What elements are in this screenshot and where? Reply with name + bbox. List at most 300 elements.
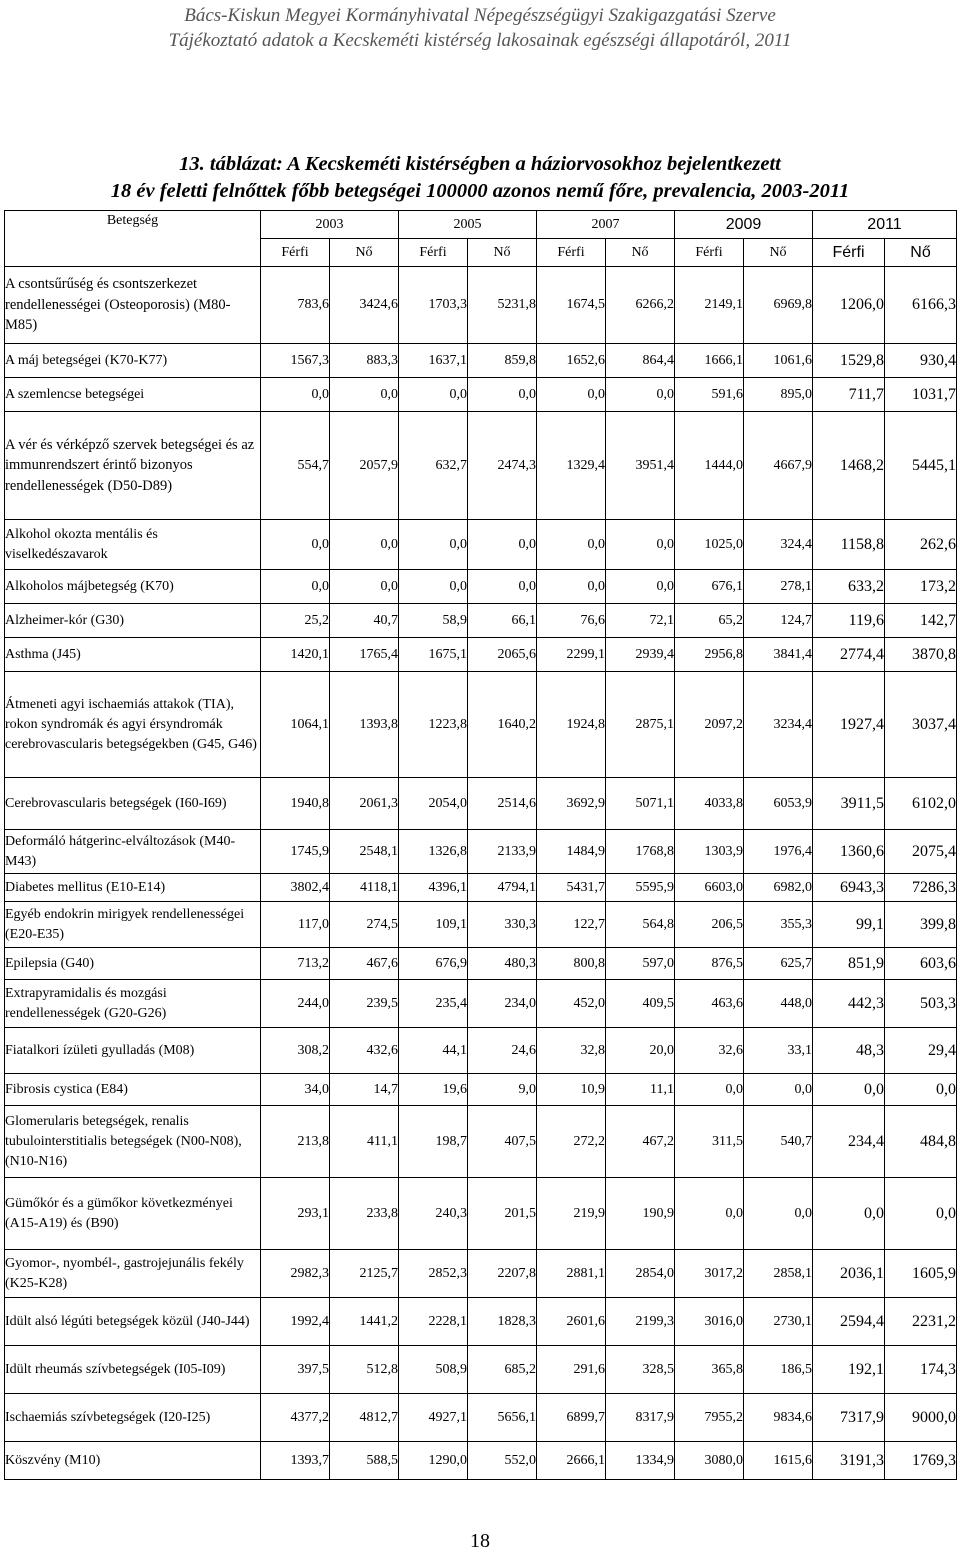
value-cell: 452,0 <box>537 980 606 1028</box>
value-cell: 2061,3 <box>330 778 399 830</box>
value-cell: 2774,4 <box>813 638 885 672</box>
header-institution: Bács-Kiskun Megyei Kormányhivatal Népegészségügyi Szakigazgatási Szerve <box>184 5 776 26</box>
value-cell: 711,7 <box>813 378 885 412</box>
sex-header: Férfi <box>675 239 744 267</box>
value-cell: 0,0 <box>261 378 330 412</box>
value-cell: 235,4 <box>399 980 468 1028</box>
table-row <box>5 1028 957 1074</box>
value-cell: 6969,8 <box>744 267 813 344</box>
value-cell: 142,7 <box>885 604 957 638</box>
value-cell: 632,7 <box>399 412 468 520</box>
value-cell: 1745,9 <box>261 830 330 874</box>
value-cell: 448,0 <box>744 980 813 1028</box>
value-cell: 564,8 <box>606 902 675 948</box>
value-cell: 6603,0 <box>675 874 744 902</box>
year-header: 2003 <box>261 211 399 239</box>
value-cell: 0,0 <box>813 1074 885 1106</box>
value-cell: 3037,4 <box>885 672 957 778</box>
value-cell: 4033,8 <box>675 778 744 830</box>
sex-header: Nő <box>606 239 675 267</box>
value-cell: 365,8 <box>675 1346 744 1394</box>
table-row <box>5 267 957 344</box>
disease-name-cell: Alzheimer-kór (G30) <box>5 604 261 638</box>
year-header: 2007 <box>537 211 675 239</box>
value-cell: 2666,1 <box>537 1442 606 1480</box>
value-cell: 6053,9 <box>744 778 813 830</box>
value-cell: 1927,4 <box>813 672 885 778</box>
value-cell: 2199,3 <box>606 1298 675 1346</box>
value-cell: 588,5 <box>330 1442 399 1480</box>
value-cell: 3841,4 <box>744 638 813 672</box>
value-cell: 2299,1 <box>537 638 606 672</box>
value-cell: 603,6 <box>885 948 957 980</box>
value-cell: 274,5 <box>330 902 399 948</box>
value-cell: 262,6 <box>885 520 957 570</box>
disease-name-cell: Diabetes mellitus (E10-E14) <box>5 874 261 902</box>
value-cell: 2097,2 <box>675 672 744 778</box>
value-cell: 278,1 <box>744 570 813 604</box>
value-cell: 99,1 <box>813 902 885 948</box>
value-cell: 0,0 <box>399 520 468 570</box>
disease-name-cell: A máj betegségei (K70-K77) <box>5 344 261 378</box>
value-cell: 1025,0 <box>675 520 744 570</box>
value-cell: 1529,8 <box>813 344 885 378</box>
value-cell: 5445,1 <box>885 412 957 520</box>
value-cell: 3870,8 <box>885 638 957 672</box>
value-cell: 66,1 <box>468 604 537 638</box>
value-cell: 1666,1 <box>675 344 744 378</box>
disease-name-cell: Epilepsia (G40) <box>5 948 261 980</box>
value-cell: 552,0 <box>468 1442 537 1480</box>
disease-name-cell: Átmeneti agyi ischaemiás attakok (TIA), rokon syndromák és agyi érsyndromák cerebrovascularis betegségekben (G45, G46) <box>5 672 261 778</box>
value-cell: 1940,8 <box>261 778 330 830</box>
prevalence-table <box>4 210 957 1480</box>
value-cell: 503,3 <box>885 980 957 1028</box>
value-cell: 0,0 <box>606 570 675 604</box>
value-cell: 7317,9 <box>813 1394 885 1442</box>
value-cell: 407,5 <box>468 1106 537 1178</box>
value-cell: 2149,1 <box>675 267 744 344</box>
value-cell: 2854,0 <box>606 1250 675 1298</box>
table-row <box>5 902 957 948</box>
value-cell: 2036,1 <box>813 1250 885 1298</box>
value-cell: 109,1 <box>399 902 468 948</box>
value-cell: 244,0 <box>261 980 330 1028</box>
value-cell: 0,0 <box>330 520 399 570</box>
value-cell: 4377,2 <box>261 1394 330 1442</box>
table-row <box>5 948 957 980</box>
value-cell: 1468,2 <box>813 412 885 520</box>
value-cell: 1992,4 <box>261 1298 330 1346</box>
value-cell: 20,0 <box>606 1028 675 1074</box>
value-cell: 2858,1 <box>744 1250 813 1298</box>
value-cell: 33,1 <box>744 1028 813 1074</box>
value-cell: 1769,3 <box>885 1442 957 1480</box>
value-cell: 239,5 <box>330 980 399 1028</box>
disease-name-cell: Idült alsó légúti betegségek közül (J40-J44) <box>5 1298 261 1346</box>
disease-column-header: Betegség <box>5 211 261 267</box>
value-cell: 234,4 <box>813 1106 885 1178</box>
value-cell: 4927,1 <box>399 1394 468 1442</box>
table-row <box>5 1442 957 1480</box>
value-cell: 0,0 <box>606 378 675 412</box>
value-cell: 34,0 <box>261 1074 330 1106</box>
value-cell: 484,8 <box>885 1106 957 1178</box>
value-cell: 0,0 <box>330 378 399 412</box>
year-header-row <box>5 211 957 239</box>
value-cell: 1674,5 <box>537 267 606 344</box>
disease-name-cell: Glomerularis betegségek, renalis tubulointerstitialis betegségek (N00-N08), (N10-N16) <box>5 1106 261 1178</box>
value-cell: 2956,8 <box>675 638 744 672</box>
value-cell: 122,7 <box>537 902 606 948</box>
value-cell: 508,9 <box>399 1346 468 1394</box>
value-cell: 3802,4 <box>261 874 330 902</box>
value-cell: 4667,9 <box>744 412 813 520</box>
value-cell: 0,0 <box>813 1178 885 1250</box>
sex-header: Férfi <box>537 239 606 267</box>
value-cell: 1768,8 <box>606 830 675 874</box>
value-cell: 883,3 <box>330 344 399 378</box>
value-cell: 2125,7 <box>330 1250 399 1298</box>
value-cell: 32,8 <box>537 1028 606 1074</box>
value-cell: 0,0 <box>261 520 330 570</box>
value-cell: 2207,8 <box>468 1250 537 1298</box>
table-row <box>5 344 957 378</box>
value-cell: 8317,9 <box>606 1394 675 1442</box>
disease-name-cell: Asthma (J45) <box>5 638 261 672</box>
value-cell: 554,7 <box>261 412 330 520</box>
value-cell: 9834,6 <box>744 1394 813 1442</box>
sex-header: Nő <box>330 239 399 267</box>
disease-name-cell: Alkohol okozta mentális és viselkedészavarok <box>5 520 261 570</box>
value-cell: 1637,1 <box>399 344 468 378</box>
value-cell: 1303,9 <box>675 830 744 874</box>
value-cell: 442,3 <box>813 980 885 1028</box>
value-cell: 76,6 <box>537 604 606 638</box>
value-cell: 5431,7 <box>537 874 606 902</box>
disease-name-cell: Fiatalkori ízületi gyulladás (M08) <box>5 1028 261 1074</box>
value-cell: 9000,0 <box>885 1394 957 1442</box>
value-cell: 2875,1 <box>606 672 675 778</box>
table-row <box>5 980 957 1028</box>
value-cell: 4794,1 <box>468 874 537 902</box>
table-title-line2: 18 év feletti felnőttek főbb betegségei 100000 azonos nemű főre, prevalencia, 2003-2011 <box>110 180 850 202</box>
value-cell: 685,2 <box>468 1346 537 1394</box>
value-cell: 0,0 <box>330 570 399 604</box>
value-cell: 633,2 <box>813 570 885 604</box>
value-cell: 14,7 <box>330 1074 399 1106</box>
value-cell: 0,0 <box>468 520 537 570</box>
value-cell: 3016,0 <box>675 1298 744 1346</box>
value-cell: 2231,2 <box>885 1298 957 1346</box>
value-cell: 173,2 <box>885 570 957 604</box>
table-row <box>5 874 957 902</box>
value-cell: 234,0 <box>468 980 537 1028</box>
value-cell: 0,0 <box>885 1178 957 1250</box>
value-cell: 117,0 <box>261 902 330 948</box>
sex-header: Férfi <box>399 239 468 267</box>
value-cell: 0,0 <box>261 570 330 604</box>
value-cell: 186,5 <box>744 1346 813 1394</box>
table-title-line1: 13. táblázat: A Kecskeméti kistérségben a háziorvosokhoz bejelentkezett <box>179 153 781 175</box>
sex-header: Nő <box>885 239 957 267</box>
value-cell: 2982,3 <box>261 1250 330 1298</box>
value-cell: 0,0 <box>885 1074 957 1106</box>
value-cell: 1290,0 <box>399 1442 468 1480</box>
value-cell: 1828,3 <box>468 1298 537 1346</box>
disease-name-cell: A szemlencse betegségei <box>5 378 261 412</box>
value-cell: 25,2 <box>261 604 330 638</box>
disease-name-cell: Gümőkór és a gümőkor következményei (A15-A19) és (B90) <box>5 1178 261 1250</box>
value-cell: 1703,3 <box>399 267 468 344</box>
value-cell: 2228,1 <box>399 1298 468 1346</box>
value-cell: 3951,4 <box>606 412 675 520</box>
value-cell: 0,0 <box>675 1074 744 1106</box>
value-cell: 1444,0 <box>675 412 744 520</box>
value-cell: 1031,7 <box>885 378 957 412</box>
value-cell: 213,8 <box>261 1106 330 1178</box>
value-cell: 1326,8 <box>399 830 468 874</box>
value-cell: 2548,1 <box>330 830 399 874</box>
value-cell: 6266,2 <box>606 267 675 344</box>
disease-name-cell: Alkoholos májbetegség (K70) <box>5 570 261 604</box>
table-row <box>5 1250 957 1298</box>
value-cell: 3424,6 <box>330 267 399 344</box>
value-cell: 2474,3 <box>468 412 537 520</box>
value-cell: 676,9 <box>399 948 468 980</box>
value-cell: 2514,6 <box>468 778 537 830</box>
year-header: 2011 <box>813 211 957 239</box>
disease-name-cell: Gyomor-, nyombél-, gastrojejunális fekély (K25-K28) <box>5 1250 261 1298</box>
table-row <box>5 638 957 672</box>
value-cell: 1640,2 <box>468 672 537 778</box>
value-cell: 324,4 <box>744 520 813 570</box>
value-cell: 58,9 <box>399 604 468 638</box>
table-row <box>5 412 957 520</box>
value-cell: 0,0 <box>744 1074 813 1106</box>
table-row <box>5 1298 957 1346</box>
disease-name-cell: Idült rheumás szívbetegségek (I05-I09) <box>5 1346 261 1394</box>
value-cell: 0,0 <box>744 1178 813 1250</box>
value-cell: 930,4 <box>885 344 957 378</box>
value-cell: 1158,8 <box>813 520 885 570</box>
disease-name-cell: A csontsűrűség és csontszerkezet rendellenességei (Osteoporosis) (M80-M85) <box>5 267 261 344</box>
value-cell: 3080,0 <box>675 1442 744 1480</box>
table-row <box>5 1346 957 1394</box>
value-cell: 206,5 <box>675 902 744 948</box>
value-cell: 240,3 <box>399 1178 468 1250</box>
value-cell: 713,2 <box>261 948 330 980</box>
value-cell: 40,7 <box>330 604 399 638</box>
value-cell: 1206,0 <box>813 267 885 344</box>
value-cell: 1393,8 <box>330 672 399 778</box>
disease-name-cell: A vér és vérképző szervek betegségei és az immunrendszert érintő bizonyos rendellenességek (D50-D89) <box>5 412 261 520</box>
value-cell: 1420,1 <box>261 638 330 672</box>
value-cell: 597,0 <box>606 948 675 980</box>
value-cell: 6102,0 <box>885 778 957 830</box>
value-cell: 44,1 <box>399 1028 468 1074</box>
value-cell: 1652,6 <box>537 344 606 378</box>
value-cell: 2054,0 <box>399 778 468 830</box>
value-cell: 2939,4 <box>606 638 675 672</box>
value-cell: 7955,2 <box>675 1394 744 1442</box>
value-cell: 198,7 <box>399 1106 468 1178</box>
value-cell: 1605,9 <box>885 1250 957 1298</box>
table-row <box>5 672 957 778</box>
value-cell: 2730,1 <box>744 1298 813 1346</box>
value-cell: 1765,4 <box>330 638 399 672</box>
year-header: 2009 <box>675 211 813 239</box>
disease-name-cell: Deformáló hátgerinc-elváltozások (M40-M43) <box>5 830 261 874</box>
value-cell: 1567,3 <box>261 344 330 378</box>
value-cell: 29,4 <box>885 1028 957 1074</box>
table-row <box>5 778 957 830</box>
value-cell: 32,6 <box>675 1028 744 1074</box>
value-cell: 676,1 <box>675 570 744 604</box>
disease-name-cell: Extrapyramidalis és mozgási rendellenességek (G20-G26) <box>5 980 261 1028</box>
value-cell: 124,7 <box>744 604 813 638</box>
value-cell: 3191,3 <box>813 1442 885 1480</box>
value-cell: 48,3 <box>813 1028 885 1074</box>
year-header: 2005 <box>399 211 537 239</box>
value-cell: 2075,4 <box>885 830 957 874</box>
table-row <box>5 520 957 570</box>
value-cell: 5595,9 <box>606 874 675 902</box>
value-cell: 399,8 <box>885 902 957 948</box>
sex-header: Nő <box>468 239 537 267</box>
value-cell: 174,3 <box>885 1346 957 1394</box>
value-cell: 1441,2 <box>330 1298 399 1346</box>
value-cell: 1360,6 <box>813 830 885 874</box>
value-cell: 409,5 <box>606 980 675 1028</box>
value-cell: 1064,1 <box>261 672 330 778</box>
disease-name-cell: Ischaemiás szívbetegségek (I20-I25) <box>5 1394 261 1442</box>
value-cell: 512,8 <box>330 1346 399 1394</box>
header-report-title: Tájékoztató adatok a Kecskeméti kistérség lakosainak egészségi állapotáról, 2011 <box>168 30 792 51</box>
value-cell: 783,6 <box>261 267 330 344</box>
value-cell: 480,3 <box>468 948 537 980</box>
value-cell: 119,6 <box>813 604 885 638</box>
value-cell: 293,1 <box>261 1178 330 1250</box>
value-cell: 2852,3 <box>399 1250 468 1298</box>
value-cell: 540,7 <box>744 1106 813 1178</box>
value-cell: 1334,9 <box>606 1442 675 1480</box>
value-cell: 2133,9 <box>468 830 537 874</box>
value-cell: 895,0 <box>744 378 813 412</box>
value-cell: 591,6 <box>675 378 744 412</box>
value-cell: 0,0 <box>537 570 606 604</box>
value-cell: 2881,1 <box>537 1250 606 1298</box>
value-cell: 328,5 <box>606 1346 675 1394</box>
page-number: 18 <box>470 1530 490 1552</box>
value-cell: 6166,3 <box>885 267 957 344</box>
table-row <box>5 1394 957 1442</box>
value-cell: 4396,1 <box>399 874 468 902</box>
value-cell: 0,0 <box>606 520 675 570</box>
disease-name-cell: Fibrosis cystica (E84) <box>5 1074 261 1106</box>
value-cell: 625,7 <box>744 948 813 980</box>
value-cell: 3017,2 <box>675 1250 744 1298</box>
value-cell: 0,0 <box>399 570 468 604</box>
value-cell: 7286,3 <box>885 874 957 902</box>
table-row <box>5 830 957 874</box>
value-cell: 800,8 <box>537 948 606 980</box>
value-cell: 291,6 <box>537 1346 606 1394</box>
sex-header: Nő <box>744 239 813 267</box>
value-cell: 5071,1 <box>606 778 675 830</box>
value-cell: 9,0 <box>468 1074 537 1106</box>
value-cell: 10,9 <box>537 1074 606 1106</box>
value-cell: 308,2 <box>261 1028 330 1074</box>
value-cell: 3911,5 <box>813 778 885 830</box>
value-cell: 65,2 <box>675 604 744 638</box>
value-cell: 411,1 <box>330 1106 399 1178</box>
value-cell: 1924,8 <box>537 672 606 778</box>
value-cell: 1615,6 <box>744 1442 813 1480</box>
value-cell: 851,9 <box>813 948 885 980</box>
value-cell: 1393,7 <box>261 1442 330 1480</box>
value-cell: 311,5 <box>675 1106 744 1178</box>
value-cell: 5656,1 <box>468 1394 537 1442</box>
value-cell: 272,2 <box>537 1106 606 1178</box>
value-cell: 192,1 <box>813 1346 885 1394</box>
value-cell: 190,9 <box>606 1178 675 1250</box>
value-cell: 4812,7 <box>330 1394 399 1442</box>
value-cell: 3692,9 <box>537 778 606 830</box>
value-cell: 4118,1 <box>330 874 399 902</box>
table-row <box>5 604 957 638</box>
value-cell: 2065,6 <box>468 638 537 672</box>
value-cell: 355,3 <box>744 902 813 948</box>
sex-header: Férfi <box>813 239 885 267</box>
value-cell: 1061,6 <box>744 344 813 378</box>
value-cell: 201,5 <box>468 1178 537 1250</box>
value-cell: 24,6 <box>468 1028 537 1074</box>
value-cell: 2057,9 <box>330 412 399 520</box>
value-cell: 0,0 <box>537 378 606 412</box>
value-cell: 6899,7 <box>537 1394 606 1442</box>
value-cell: 432,6 <box>330 1028 399 1074</box>
value-cell: 0,0 <box>468 378 537 412</box>
disease-name-cell: Cerebrovascularis betegségek (I60-I69) <box>5 778 261 830</box>
value-cell: 6943,3 <box>813 874 885 902</box>
value-cell: 467,2 <box>606 1106 675 1178</box>
value-cell: 219,9 <box>537 1178 606 1250</box>
value-cell: 1484,9 <box>537 830 606 874</box>
value-cell: 1223,8 <box>399 672 468 778</box>
value-cell: 467,6 <box>330 948 399 980</box>
value-cell: 11,1 <box>606 1074 675 1106</box>
value-cell: 1675,1 <box>399 638 468 672</box>
disease-name-cell: Egyéb endokrin mirigyek rendellenességei (E20-E35) <box>5 902 261 948</box>
value-cell: 0,0 <box>537 520 606 570</box>
value-cell: 463,6 <box>675 980 744 1028</box>
value-cell: 876,5 <box>675 948 744 980</box>
value-cell: 864,4 <box>606 344 675 378</box>
value-cell: 19,6 <box>399 1074 468 1106</box>
table-row <box>5 570 957 604</box>
value-cell: 6982,0 <box>744 874 813 902</box>
table-row <box>5 1178 957 1250</box>
value-cell: 1329,4 <box>537 412 606 520</box>
value-cell: 2594,4 <box>813 1298 885 1346</box>
sex-header: Férfi <box>261 239 330 267</box>
value-cell: 2601,6 <box>537 1298 606 1346</box>
value-cell: 330,3 <box>468 902 537 948</box>
table-row <box>5 1106 957 1178</box>
value-cell: 72,1 <box>606 604 675 638</box>
disease-name-cell: Köszvény (M10) <box>5 1442 261 1480</box>
